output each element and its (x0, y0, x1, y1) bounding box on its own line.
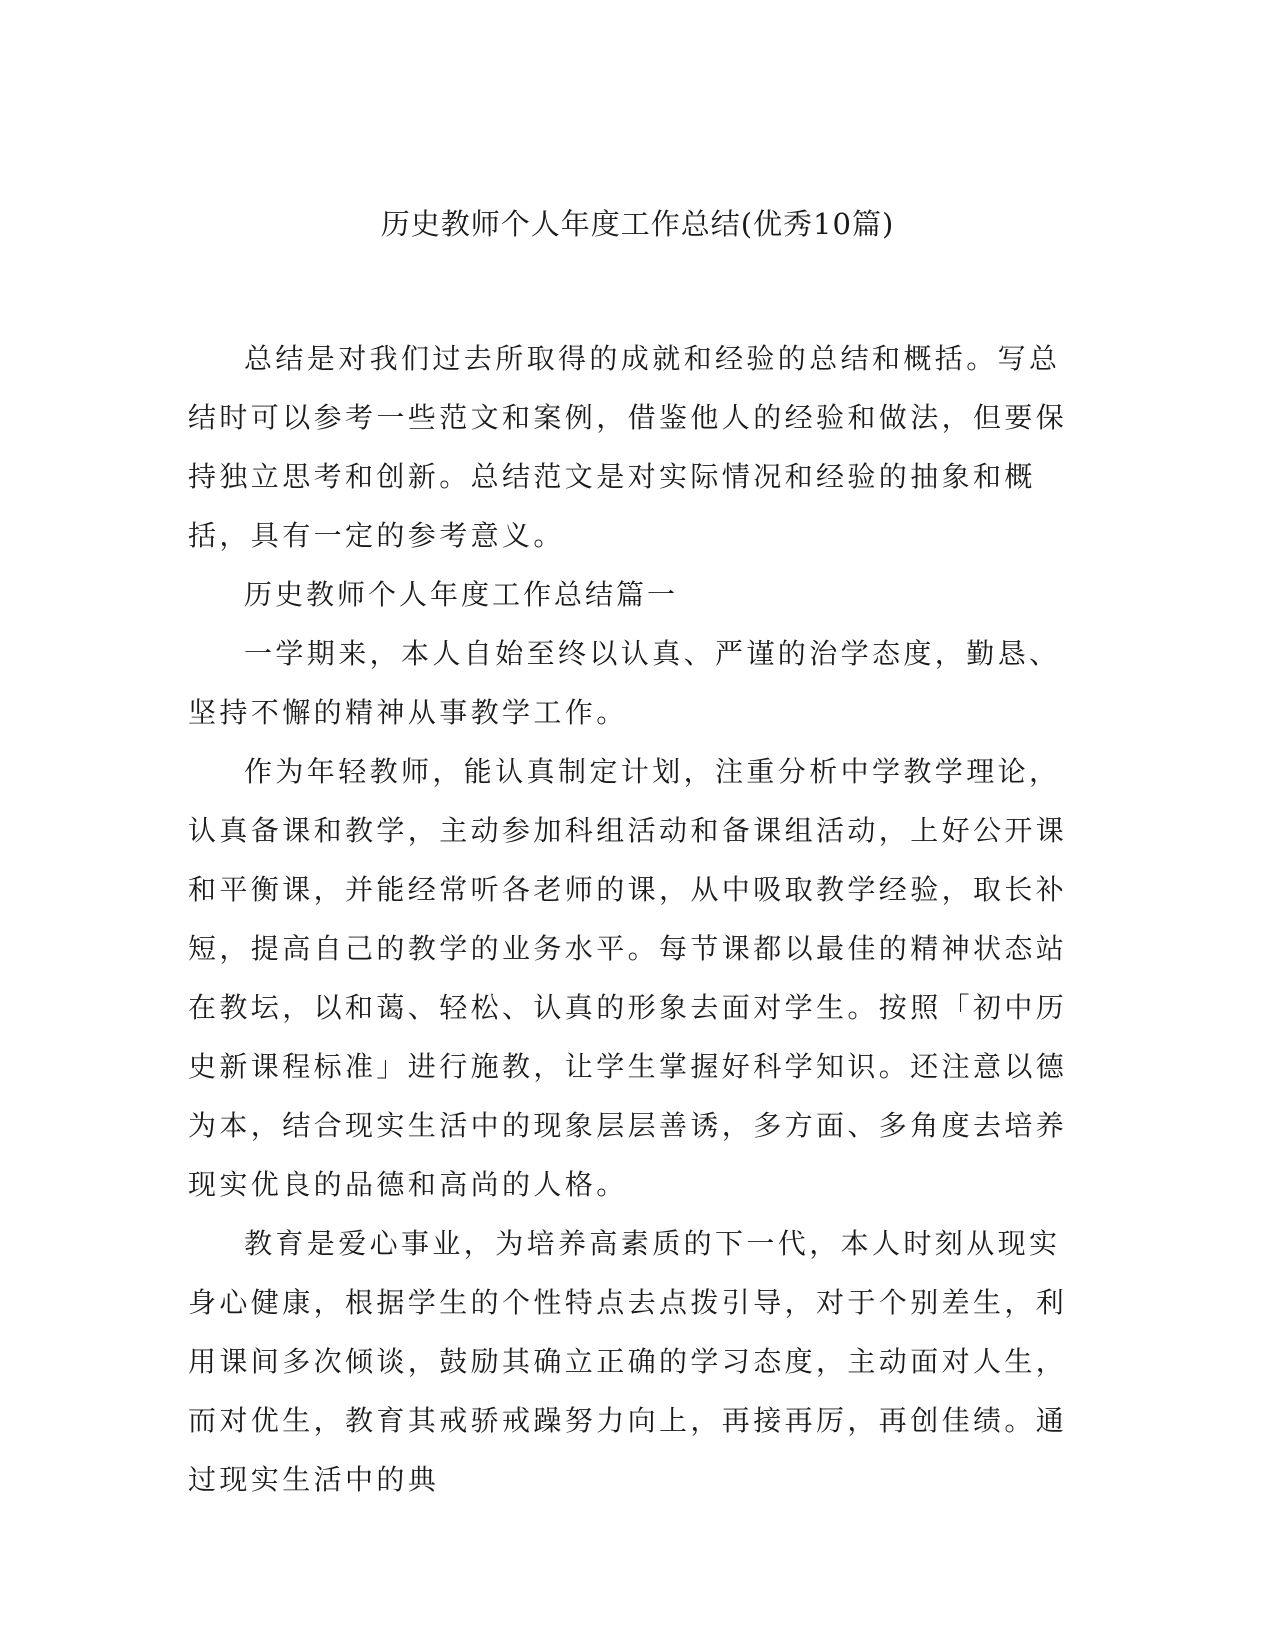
section-heading: 历史教师个人年度工作总结篇一 (244, 578, 679, 611)
document-body (188, 329, 1068, 1509)
document-title: 历史教师个人年度工作总结(优秀10篇) (380, 207, 895, 241)
body-paragraph: 作为年轻教师，能认真制定计划，注重分析中学教学理论，认真备课和教学，主动参加科组活动和备课组活动，上好公开课和平衡课，并能经常听各老师的课，从中吸取教学经验，取长补短，提高自己的教学的业务水平。每节课都以最佳的精神状态站在教坛，以和蔼、轻松、认真的形象去面对学生。按照「初中历史新课程标准」进行施教，让学生掌握好科学知识。还注意以德为本，结合现实生活中的现象层层善诱，多方面、多角度去培养现实优良的品德和高尚的人格。 (188, 755, 1068, 1201)
intro-paragraph: 总结是对我们过去所取得的成就和经验的总结和概括。写总结时可以参考一些范文和案例，借鉴他人的经验和做法，但要保持独立思考和创新。总结范文是对实际情况和经验的抽象和概括，具有一定的参考意义。 (188, 342, 1068, 552)
body-paragraph: 一学期来，本人自始至终以认真、严谨的治学态度，勤恳、坚持不懈的精神从事教学工作。 (188, 637, 1061, 729)
body-paragraph: 教育是爱心事业，为培养高素质的下一代，本人时刻从现实身心健康，根据学生的个性特点去点拨引导，对于个别差生，利用课间多次倾谈，鼓励其确立正确的学习态度，主动面对人生，而对优生，教育其戒骄戒躁努力向上，再接再厉，再创佳绩。通过现实生活中的典 (188, 1227, 1068, 1496)
